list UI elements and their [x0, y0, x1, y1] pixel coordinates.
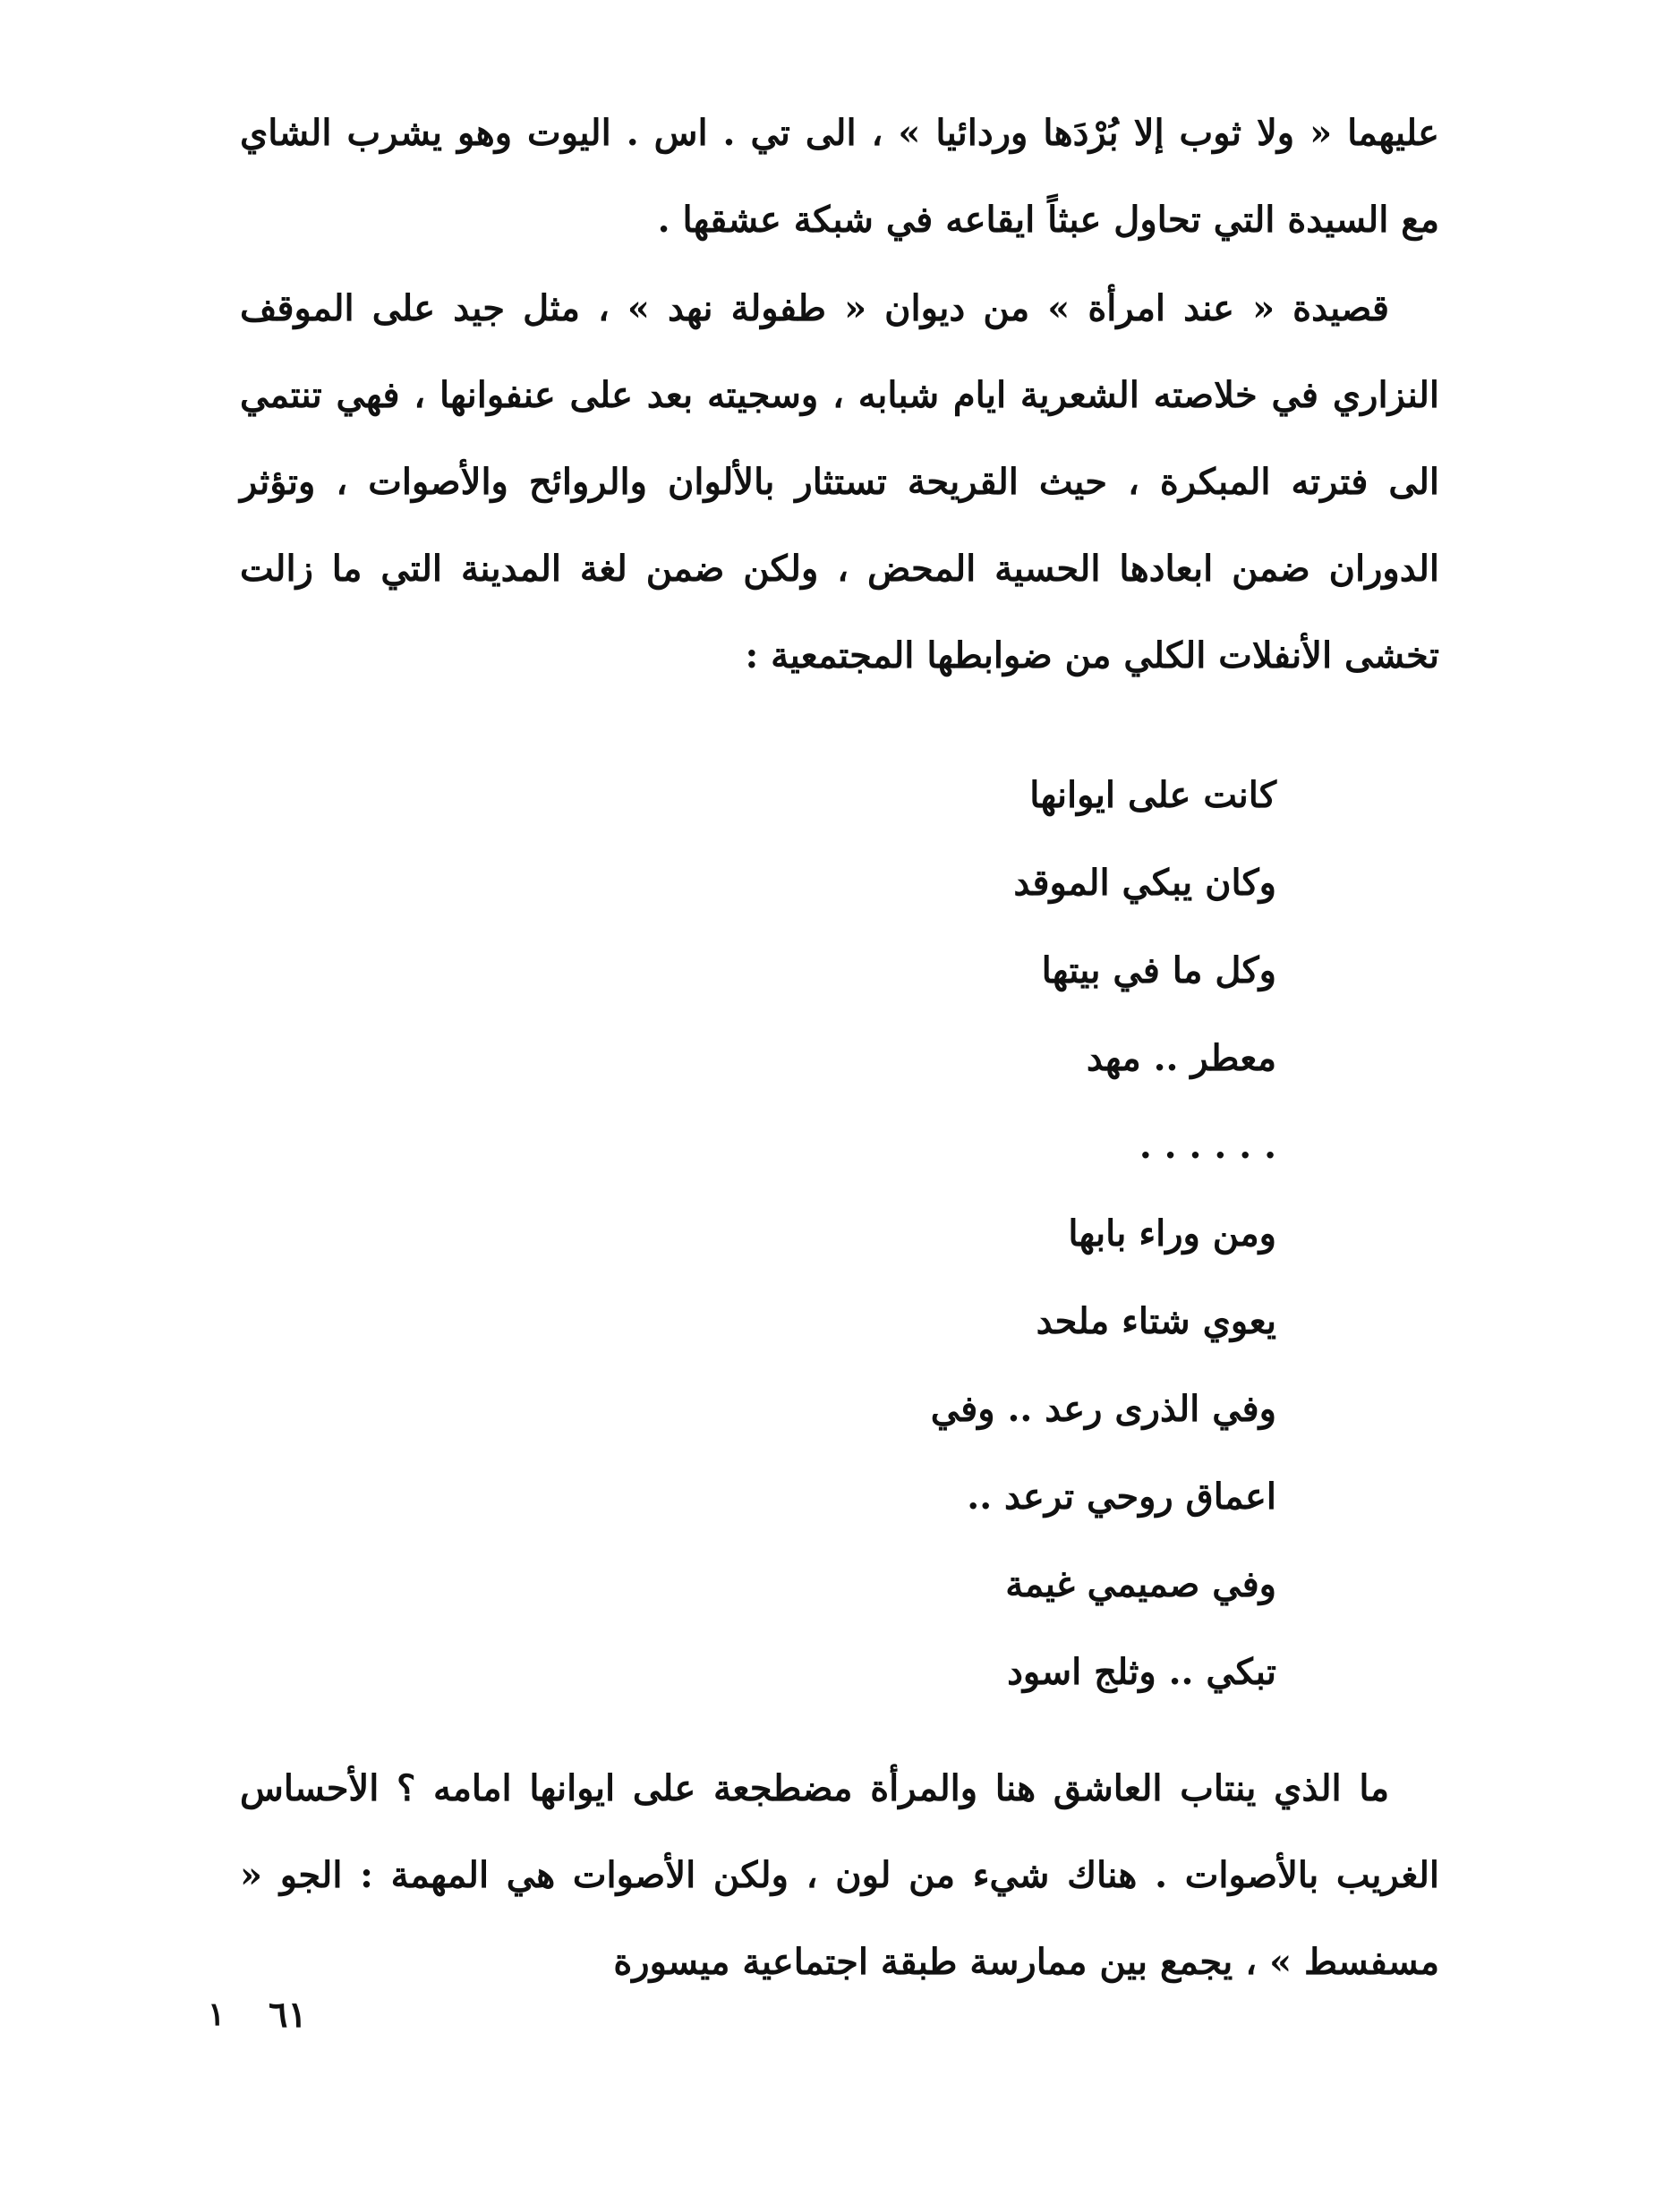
poem-line: وفي الذرى رعد .. وفي	[930, 1388, 1276, 1430]
paragraph-poem-context: قصيدة « عند امرأة » من ديوان « طفولة نهد » ، مثل جيد على الموقف النزاري في خلاصته الشعرية ايام شبابه ، وسجيته بعد على عنفوانها ، فهي تنتمي الى فترته المبكرة ، حيث القريحة تستثار بالألوان والروائح والأصوات ، وتؤثر الدوران ضمن ابعادها الحسية المحض ، ولكن ضمن لغة المدينة التي ما زالت تخشى الأنفلات الكلي من ضوابطها المجتمعية :	[240, 287, 1439, 676]
poem-stanza	[650, 752, 1276, 1716]
poem-line: يعوي شتاء ملحد	[1036, 1300, 1276, 1342]
corner-mark: ١	[208, 1995, 226, 2033]
paragraph-intro: عليهما « ولا ثوب إلا بُرْدَها وردائيا » ، الى تي . اس . اليوت وهو يشرب الشاي مع السيدة التي تحاول عبثاً ايقاعه في شبكة عشقها .	[240, 112, 1439, 241]
page-number: ٦١	[269, 1994, 307, 2036]
paragraph-analysis: ما الذي ينتاب العاشق هنا والمرأة مضطجعة على ايوانها امامه ؟ الأحساس الغريب بالأصوات . هناك شيء من لون ، ولكن الأصوات هي المهمة : الجو « مسفسط » ، يجمع بين ممارسة طبقة اجتماعية ميسورة	[240, 1767, 1439, 1983]
poem-line: تبكي .. وثلج اسود	[1007, 1651, 1276, 1693]
poem-line: وفي صميمي غيمة	[1005, 1563, 1276, 1605]
poem-line: وكان يبكي الموقد	[1013, 862, 1276, 904]
poem-line: معطر .. مهد	[1086, 1037, 1276, 1079]
poem-separator: . . . . . .	[1139, 1125, 1276, 1167]
poem-line: ومن وراء بابها	[1068, 1212, 1276, 1255]
poem-line: وكل ما في بيتها	[1041, 949, 1276, 991]
poem-line: كانت على ايوانها	[1029, 774, 1276, 816]
poem-line: اعماق روحي ترعد ..	[967, 1476, 1276, 1518]
